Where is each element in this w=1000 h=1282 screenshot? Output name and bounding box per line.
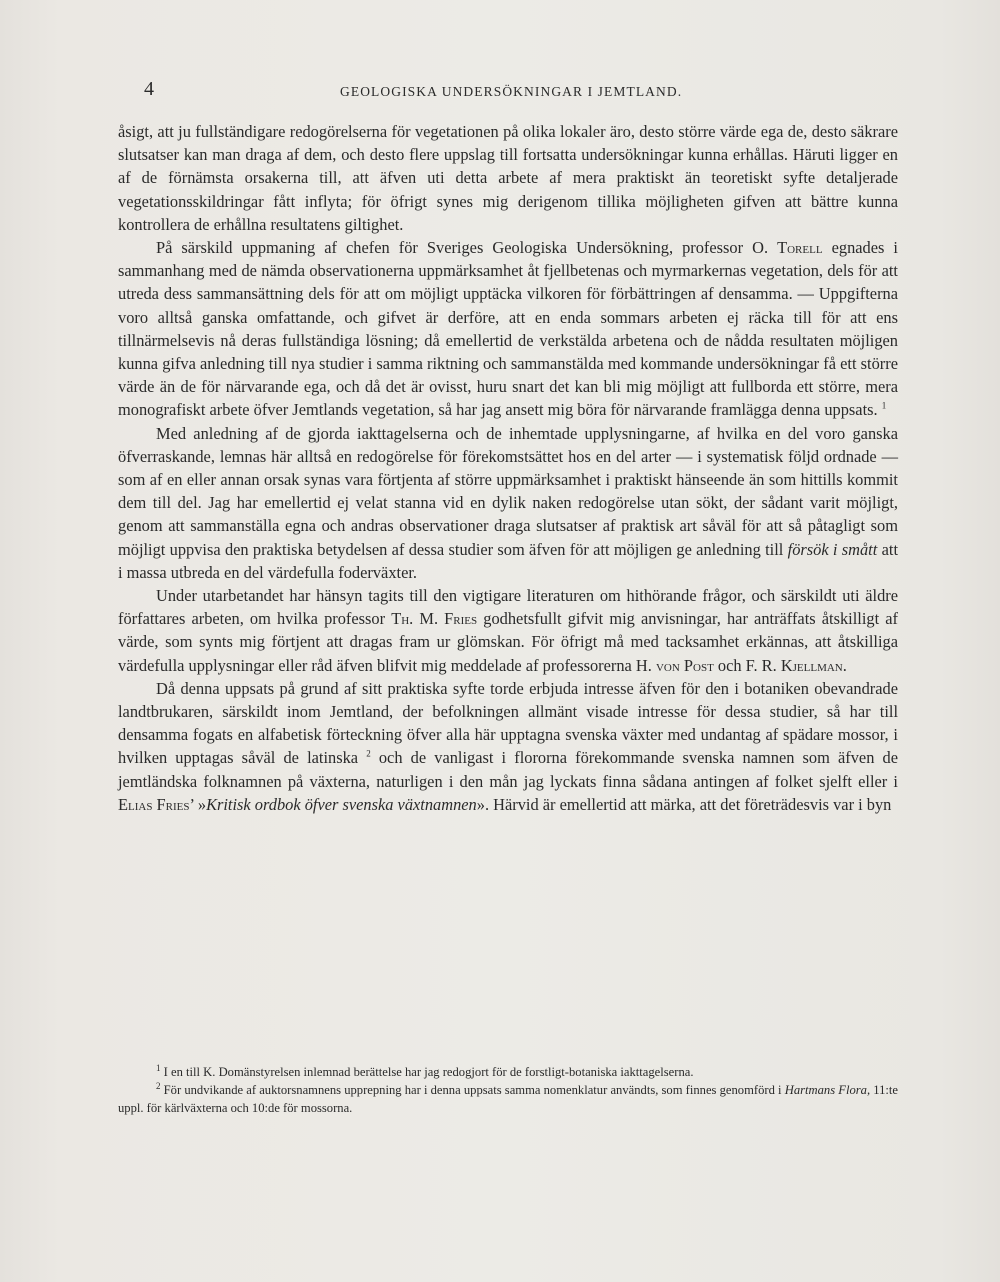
footnote-1 — [118, 1063, 898, 1081]
footnote-ref-2: 2 — [366, 749, 371, 760]
footnote-2-italic: Hartmans Flora, — [784, 1083, 871, 1097]
footnote-ref-1: 1 — [881, 400, 887, 411]
page-number: 4 — [144, 78, 154, 100]
footnotes — [118, 1063, 898, 1117]
book-title: Kritisk ordbok öfver svenska växtnamnen — [206, 794, 477, 814]
paragraph-4-text-a: Under utarbetandet har hänsyn tagits till den vigtigare literaturen om hithörande frågor, och särskildt uti äldre författares arbeten, om hvilka professor — [118, 586, 898, 629]
paragraph-2-text-a: På särskild uppmaning af chefen för Sveriges Geologiska Undersökning, professor O. — [156, 238, 769, 258]
paragraph-5-text-b: och de vanligast i flororna förekommande svenska namnen som äfven de jemtländska folknamnen på växterna, naturligen i den mån jag lyckats finna sådana antingen af folket sjelft eller i — [118, 748, 898, 791]
footnote-2-text-a: För undvikande af auktorsnamnens upprepning har i denna uppsats samma nomenklatur användts, som finnes genomförd i — [163, 1083, 782, 1097]
quote-open: ’ » — [189, 794, 207, 814]
paragraph-4-text-b: godhetsfullt gifvit mig anvisningar, har anträffats åtskilligt af värde, som synts mig förtjent att dragas fram ur glömskan. För öfrigt må med tacksamhet erkännas, att åtskilliga värdefulla upplysningar eller råd äfven blifvit mig meddelade af professorerna H. — [118, 609, 898, 675]
paragraph-5-text-a: Då denna uppsats på grund af sitt praktiska syfte torde erbjuda intresse äfven för den i botaniken obevandrade landtbrukaren, särskildt inom Jemtland, der befolkningen allmänt visade intresse för dessa studier, så har till densamma fogats en alfabetisk förteckning öfver alla här upptagna svenska växter med undantag af spädare mossor, i hvilken upptagas såväl de latinska — [118, 678, 898, 768]
paragraph-4-end: . — [842, 655, 847, 675]
paragraph-3 — [118, 422, 898, 584]
page-header — [118, 74, 898, 100]
footnote-1-text: I en till K. Domänstyrelsen inlemnad berättelse har jag redogjort för de forstligt-botaniska iakttagelserna. — [163, 1065, 694, 1079]
author-name-torell: Torell — [777, 238, 823, 258]
paragraph-2 — [118, 236, 898, 422]
footnote-2-text-b: 11:te uppl. för kärlväxterna och 10:de för mossorna. — [118, 1083, 898, 1115]
paragraph-4 — [118, 584, 898, 677]
italic-phrase: försök i smått — [787, 539, 878, 559]
author-name-kjellman: Kjellman — [780, 655, 843, 675]
body-text — [118, 120, 898, 816]
paragraph-3-text: Med anledning af de gjorda iakttagelserna och de inhemtade upplysningarne, af hvilka en del voro ganska öfverraskande, lemnas här alltså en redogörelse för förekomstsättet hos en del arter — i systematisk följd ordnade — som af en eller annan orsak synas vara förtjenta af större uppmärksamhet i praktiskt hänseende än som hittills kommit dem till del. Jag har emellertid ej velat stanna vid en dylik naken redogörelse utan sökt, der sådant varit möjligt, genom att sammanställa egna och andras observationer draga slutsatser af praktisk art såväl för att så påtagligt som möjligt uppvisa den praktiska betydelsen af dessa studier som äfven för att möjligen ge anledning till — [118, 423, 898, 559]
footnote-mark-2: 2 — [156, 1080, 161, 1091]
running-head: GEOLOGISKA UNDERSÖKNINGAR I JEMTLAND. — [340, 84, 683, 99]
footnote-2 — [118, 1081, 898, 1117]
footnote-mark-1: 1 — [156, 1062, 161, 1073]
paragraph-1 — [118, 120, 898, 236]
paragraph-1-text: åsigt, att ju fullständigare redogörelserna för vegetationen på olika lokaler äro, desto större värde ega de, desto säkrare slutsatser kan man draga af dem, och desto flere uppslag till fortsatta undersökningar kunna erhållas. Häruti ligger en af de förnämsta orsakerna till, att äfven uti detta arbete af mera praktiskt än teoretiskt syfte detaljerade vegetationsskildringar fått inflyta; för öfrigt synes mig derigenom tillika möjligheten gifven att bättre kunna kontrollera de erhållna resultatens giltighet. — [118, 122, 898, 234]
paragraph-4-text-c: och F. R. — [717, 655, 777, 675]
author-name-post: von Post — [655, 655, 714, 675]
paragraph-5-text-d: ». Härvid är emellertid att märka, att det företrädesvis var i byn — [476, 794, 892, 814]
paragraph-2-text-b: egnades i sammanhang med de nämda observationerna uppmärksamhet åt fjellbetenas och myrmarkernas vegetation, dels för att utreda dess sammansättning dels för att om möjligt upptäcka vilkoren för förbättringen af densamma. — Uppgifterna voro alltså ganska omfattande, och gifvet är derföre, att en enda sommars arbeten ej räcka till för att ens tillnärmelsevis nå deras fullständiga lösning; då emellertid de verkstälda arbetena och de nådda resultaten möjligen kunna gifva anledning till nya studier i samma riktning och sammanstälda med kommande undersökningar få ett större värde än de för närvarande ega, och då det är ovisst, huru snart det kan bli mig möjligt att fullborda ett större, mera monografiskt arbete öfver Jemtlands vegetation, så har jag ansett mig böra för närvarande framlägga denna uppsats. — [118, 238, 898, 420]
author-name-elias-fries: Elias Fries — [118, 794, 190, 814]
paragraph-3-end: att i massa utbreda en del värdefulla foderväxter. — [118, 539, 898, 582]
paragraph-5 — [118, 677, 898, 816]
author-name-fries: Th. M. Fries — [391, 609, 478, 629]
